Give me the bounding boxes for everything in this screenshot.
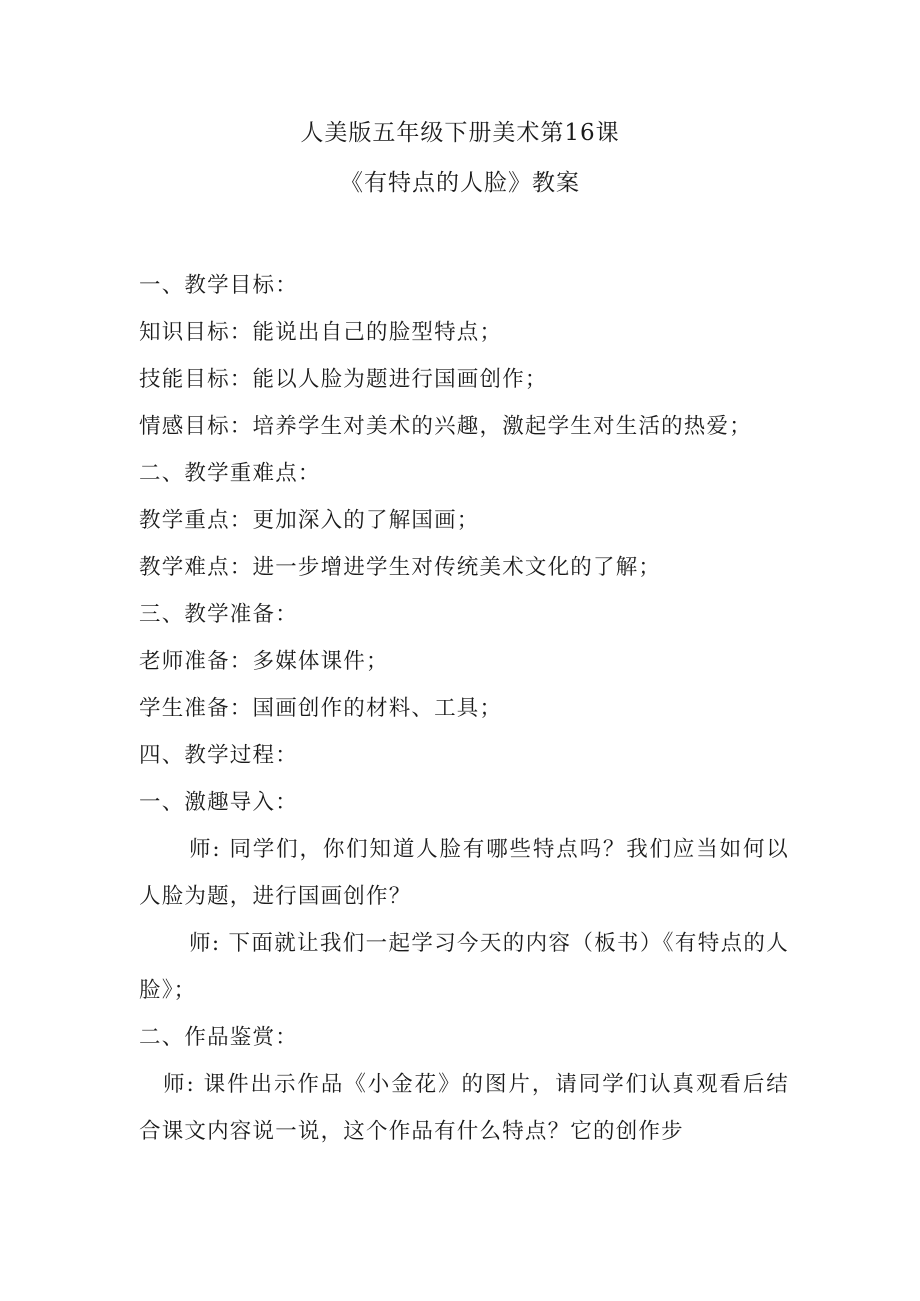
document-title-line1: 人美版五年级下册美术第16课 [300, 120, 620, 146]
teacher-preparation: 老师准备：多媒体课件； [139, 649, 389, 674]
section-heading-process: 四、教学过程： [139, 743, 298, 768]
intro-paragraph-2: 师: 下面就让我们一起学习今天的内容（板书）《有特点的人脸》； [139, 931, 789, 1003]
key-point: 教学重点：更加深入的了解国画； [139, 508, 480, 533]
section-heading-objectives: 一、教学目标： [139, 273, 298, 298]
student-preparation: 学生准备：国画创作的材料、工具； [139, 696, 503, 721]
objective-emotion: 情感目标：培养学生对美术的兴趣，激起学生对生活的热爱； [139, 414, 752, 439]
section-heading-preparation: 三、教学准备： [139, 602, 298, 627]
document-title-line2: 《有特点的人脸》教案 [340, 170, 580, 196]
step-heading-intro: 一、激趣导入： [139, 790, 298, 815]
section-heading-key-points: 二、教学重难点： [139, 461, 321, 486]
difficult-point: 教学难点：进一步增进学生对传统美术文化的了解； [139, 555, 662, 580]
appreciation-paragraph-1: 师: 课件出示作品《小金花》的图片，请同学们认真观看后结合课文内容说一说，这个作品有什么特点？它的创作步 [139, 1072, 789, 1144]
step-heading-appreciation: 二、作品鉴赏： [139, 1025, 298, 1050]
objective-knowledge: 知识目标：能说出自己的脸型特点； [139, 320, 503, 345]
document-body [139, 262, 789, 1155]
intro-paragraph-1: 师: 同学们，你们知道人脸有哪些特点吗？我们应当如何以人脸为题，进行国画创作？ [139, 837, 789, 909]
objective-skill: 技能目标：能以人脸为题进行国画创作； [139, 367, 548, 392]
